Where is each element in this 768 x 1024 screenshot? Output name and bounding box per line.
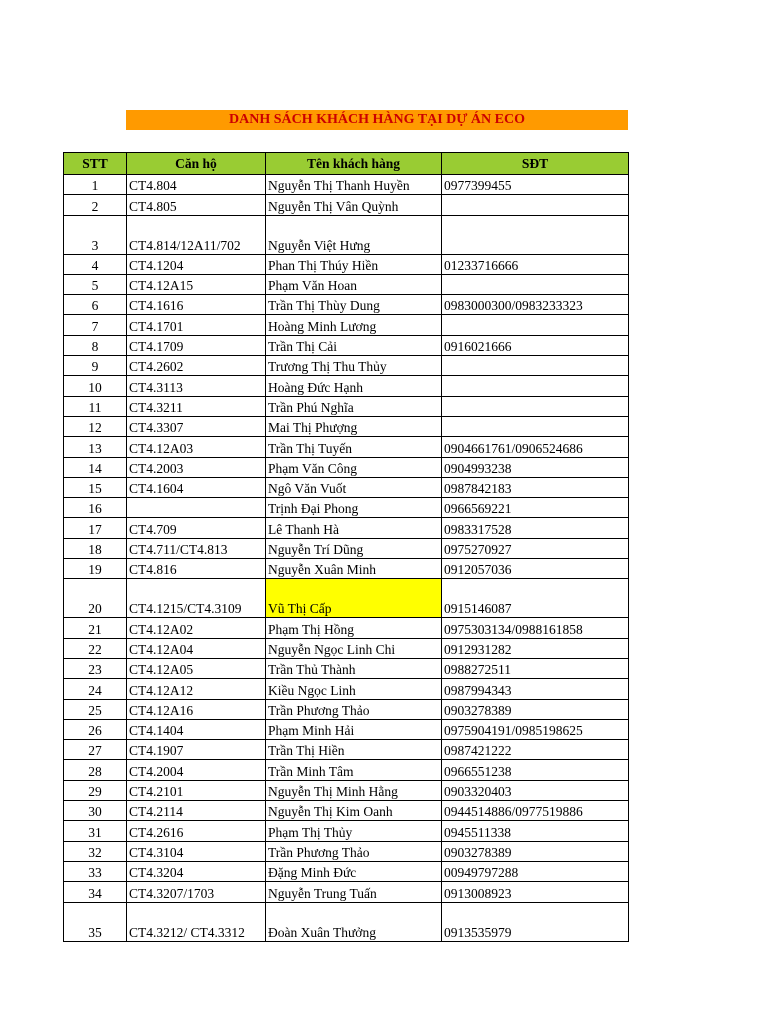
cell-can-ho: CT4.805: [127, 195, 266, 215]
table-row: [64, 295, 629, 315]
cell-can-ho: CT4.12A12: [127, 679, 266, 699]
table-row: [64, 821, 629, 841]
cell-stt: 24: [64, 679, 127, 699]
cell-stt: 29: [64, 780, 127, 800]
table-row: [64, 477, 629, 497]
cell-sdt: [442, 356, 629, 376]
cell-sdt: 0983000300/0983233323: [442, 295, 629, 315]
cell-sdt: [442, 215, 629, 254]
cell-stt: 12: [64, 416, 127, 436]
cell-stt: 3: [64, 215, 127, 254]
table-row: [64, 518, 629, 538]
cell-ten-khach-hang: Đoàn Xuân Thưởng: [266, 902, 442, 941]
table-row: [64, 437, 629, 457]
cell-ten-khach-hang: Nguyễn Thị Kim Oanh: [266, 801, 442, 821]
cell-can-ho: CT4.2602: [127, 356, 266, 376]
cell-stt: 30: [64, 801, 127, 821]
table-row: [64, 416, 629, 436]
cell-sdt: 0987994343: [442, 679, 629, 699]
cell-can-ho: CT4.1604: [127, 477, 266, 497]
table-row: [64, 274, 629, 294]
cell-sdt: 00949797288: [442, 861, 629, 881]
table-row: [64, 356, 629, 376]
table-body: [64, 175, 629, 942]
cell-can-ho: CT4.12A02: [127, 618, 266, 638]
cell-sdt: [442, 274, 629, 294]
table-row: [64, 780, 629, 800]
table-row: [64, 618, 629, 638]
cell-ten-khach-hang: Trần Phương Thảo: [266, 841, 442, 861]
cell-sdt: 0944514886/0977519886: [442, 801, 629, 821]
table-row: [64, 882, 629, 902]
cell-sdt: 0903278389: [442, 699, 629, 719]
cell-sdt: 0903320403: [442, 780, 629, 800]
cell-stt: 11: [64, 396, 127, 416]
customer-table: [63, 152, 629, 942]
cell-sdt: 0977399455: [442, 175, 629, 195]
cell-ten-khach-hang: Hoàng Minh Lương: [266, 315, 442, 335]
cell-stt: 23: [64, 658, 127, 678]
cell-sdt: 0913008923: [442, 882, 629, 902]
cell-sdt: [442, 396, 629, 416]
cell-sdt: 0912931282: [442, 638, 629, 658]
header-can-ho: Căn hộ: [127, 153, 266, 175]
cell-ten-khach-hang: Phạm Thị Thủy: [266, 821, 442, 841]
cell-sdt: 0915146087: [442, 579, 629, 618]
cell-stt: 10: [64, 376, 127, 396]
cell-sdt: 0983317528: [442, 518, 629, 538]
table-row: [64, 740, 629, 760]
cell-sdt: 0912057036: [442, 559, 629, 579]
cell-ten-khach-hang: Trần Minh Tâm: [266, 760, 442, 780]
document-title: DANH SÁCH KHÁCH HÀNG TẠI DỰ ÁN ECO: [126, 110, 628, 130]
cell-can-ho: CT4.814/12A11/702: [127, 215, 266, 254]
cell-stt: 8: [64, 335, 127, 355]
header-stt: STT: [64, 153, 127, 175]
cell-ten-khach-hang: Lê Thanh Hà: [266, 518, 442, 538]
table-header-row: [64, 153, 629, 175]
cell-can-ho: CT4.1215/CT4.3109: [127, 579, 266, 618]
cell-can-ho: CT4.12A05: [127, 658, 266, 678]
cell-sdt: 0945511338: [442, 821, 629, 841]
cell-stt: 6: [64, 295, 127, 315]
cell-sdt: 0904993238: [442, 457, 629, 477]
cell-can-ho: CT4.709: [127, 518, 266, 538]
cell-ten-khach-hang: Nguyễn Ngọc Linh Chi: [266, 638, 442, 658]
cell-stt: 31: [64, 821, 127, 841]
cell-ten-khach-hang: Phan Thị Thúy Hiền: [266, 254, 442, 274]
table-row: [64, 658, 629, 678]
cell-ten-khach-hang: Kiều Ngọc Linh: [266, 679, 442, 699]
cell-can-ho: CT4.816: [127, 559, 266, 579]
table-row: [64, 335, 629, 355]
table-row: [64, 679, 629, 699]
cell-can-ho: CT4.1204: [127, 254, 266, 274]
cell-ten-khach-hang: Hoàng Đức Hạnh: [266, 376, 442, 396]
table-row: [64, 457, 629, 477]
table-row: [64, 195, 629, 215]
cell-stt: 20: [64, 579, 127, 618]
cell-ten-khach-hang: Trần Thị Tuyến: [266, 437, 442, 457]
cell-can-ho: CT4.3204: [127, 861, 266, 881]
cell-stt: 19: [64, 559, 127, 579]
cell-sdt: [442, 315, 629, 335]
cell-ten-khach-hang: Phạm Thị Hồng: [266, 618, 442, 638]
cell-can-ho: CT4.804: [127, 175, 266, 195]
cell-ten-khach-hang: Nguyễn Thị Thanh Huyền: [266, 175, 442, 195]
cell-ten-khach-hang: Nguyễn Xuân Minh: [266, 559, 442, 579]
cell-stt: 7: [64, 315, 127, 335]
header-sdt: SĐT: [442, 153, 629, 175]
cell-ten-khach-hang: Vũ Thị Cấp: [266, 579, 442, 618]
cell-can-ho: CT4.3104: [127, 841, 266, 861]
cell-can-ho: CT4.3113: [127, 376, 266, 396]
cell-sdt: 0913535979: [442, 902, 629, 941]
cell-can-ho: CT4.1709: [127, 335, 266, 355]
cell-can-ho: CT4.3211: [127, 396, 266, 416]
table-row: [64, 215, 629, 254]
cell-ten-khach-hang: Trần Phương Thảo: [266, 699, 442, 719]
table-row: [64, 861, 629, 881]
cell-sdt: 0975904191/0985198625: [442, 719, 629, 739]
cell-can-ho: CT4.3207/1703: [127, 882, 266, 902]
cell-stt: 28: [64, 760, 127, 780]
cell-stt: 26: [64, 719, 127, 739]
cell-sdt: [442, 376, 629, 396]
cell-can-ho: CT4.1616: [127, 295, 266, 315]
cell-ten-khach-hang: Trần Thị Hiền: [266, 740, 442, 760]
cell-can-ho: CT4.2004: [127, 760, 266, 780]
table-row: [64, 579, 629, 618]
table-row: [64, 902, 629, 941]
cell-ten-khach-hang: Mai Thị Phượng: [266, 416, 442, 436]
cell-ten-khach-hang: Nguyễn Việt Hưng: [266, 215, 442, 254]
cell-can-ho: CT4.2114: [127, 801, 266, 821]
cell-stt: 21: [64, 618, 127, 638]
table-row: [64, 638, 629, 658]
cell-ten-khach-hang: Nguyễn Trung Tuấn: [266, 882, 442, 902]
table-row: [64, 376, 629, 396]
table-row: [64, 538, 629, 558]
cell-ten-khach-hang: Ngô Văn Vuốt: [266, 477, 442, 497]
cell-stt: 33: [64, 861, 127, 881]
cell-can-ho: CT4.1701: [127, 315, 266, 335]
cell-stt: 1: [64, 175, 127, 195]
cell-stt: 13: [64, 437, 127, 457]
cell-sdt: 0987842183: [442, 477, 629, 497]
cell-sdt: [442, 416, 629, 436]
cell-sdt: 0966569221: [442, 498, 629, 518]
cell-can-ho: CT4.12A04: [127, 638, 266, 658]
table-row: [64, 699, 629, 719]
cell-ten-khach-hang: Trần Thị Cải: [266, 335, 442, 355]
cell-can-ho: CT4.2101: [127, 780, 266, 800]
cell-can-ho: CT4.12A15: [127, 274, 266, 294]
cell-stt: 22: [64, 638, 127, 658]
cell-sdt: [442, 195, 629, 215]
cell-ten-khach-hang: Trương Thị Thu Thủy: [266, 356, 442, 376]
header-ten-khach-hang: Tên khách hàng: [266, 153, 442, 175]
cell-can-ho: CT4.2003: [127, 457, 266, 477]
cell-ten-khach-hang: Trần Thị Thùy Dung: [266, 295, 442, 315]
cell-can-ho: CT4.1907: [127, 740, 266, 760]
table-row: [64, 559, 629, 579]
cell-sdt: 0975270927: [442, 538, 629, 558]
cell-can-ho: CT4.1404: [127, 719, 266, 739]
cell-stt: 9: [64, 356, 127, 376]
cell-can-ho: CT4.12A16: [127, 699, 266, 719]
cell-can-ho: CT4.711/CT4.813: [127, 538, 266, 558]
cell-ten-khach-hang: Trần Phú Nghĩa: [266, 396, 442, 416]
table-row: [64, 254, 629, 274]
cell-stt: 32: [64, 841, 127, 861]
cell-sdt: 0966551238: [442, 760, 629, 780]
table-row: [64, 841, 629, 861]
cell-stt: 5: [64, 274, 127, 294]
cell-sdt: 0903278389: [442, 841, 629, 861]
cell-ten-khach-hang: Nguyễn Trí Dũng: [266, 538, 442, 558]
cell-stt: 2: [64, 195, 127, 215]
cell-can-ho: [127, 498, 266, 518]
cell-stt: 34: [64, 882, 127, 902]
table-row: [64, 498, 629, 518]
cell-sdt: 0987421222: [442, 740, 629, 760]
table-row: [64, 719, 629, 739]
cell-stt: 15: [64, 477, 127, 497]
cell-stt: 16: [64, 498, 127, 518]
cell-stt: 14: [64, 457, 127, 477]
cell-can-ho: CT4.2616: [127, 821, 266, 841]
cell-stt: 18: [64, 538, 127, 558]
cell-ten-khach-hang: Trịnh Đại Phong: [266, 498, 442, 518]
cell-stt: 17: [64, 518, 127, 538]
cell-stt: 4: [64, 254, 127, 274]
table-row: [64, 175, 629, 195]
cell-can-ho: CT4.3212/ CT4.3312: [127, 902, 266, 941]
table-row: [64, 801, 629, 821]
cell-ten-khach-hang: Phạm Văn Công: [266, 457, 442, 477]
cell-stt: 35: [64, 902, 127, 941]
cell-can-ho: CT4.12A03: [127, 437, 266, 457]
cell-ten-khach-hang: Phạm Minh Hải: [266, 719, 442, 739]
cell-ten-khach-hang: Nguyễn Thị Minh Hằng: [266, 780, 442, 800]
table-row: [64, 760, 629, 780]
cell-can-ho: CT4.3307: [127, 416, 266, 436]
cell-ten-khach-hang: Phạm Văn Hoan: [266, 274, 442, 294]
cell-sdt: 01233716666: [442, 254, 629, 274]
table-row: [64, 315, 629, 335]
cell-ten-khach-hang: Đặng Minh Đức: [266, 861, 442, 881]
cell-stt: 25: [64, 699, 127, 719]
cell-sdt: 0988272511: [442, 658, 629, 678]
cell-sdt: 0904661761/0906524686: [442, 437, 629, 457]
cell-sdt: 0975303134/0988161858: [442, 618, 629, 638]
table-row: [64, 396, 629, 416]
cell-ten-khach-hang: Nguyễn Thị Vân Quỳnh: [266, 195, 442, 215]
cell-sdt: 0916021666: [442, 335, 629, 355]
cell-stt: 27: [64, 740, 127, 760]
cell-ten-khach-hang: Trần Thủ Thành: [266, 658, 442, 678]
